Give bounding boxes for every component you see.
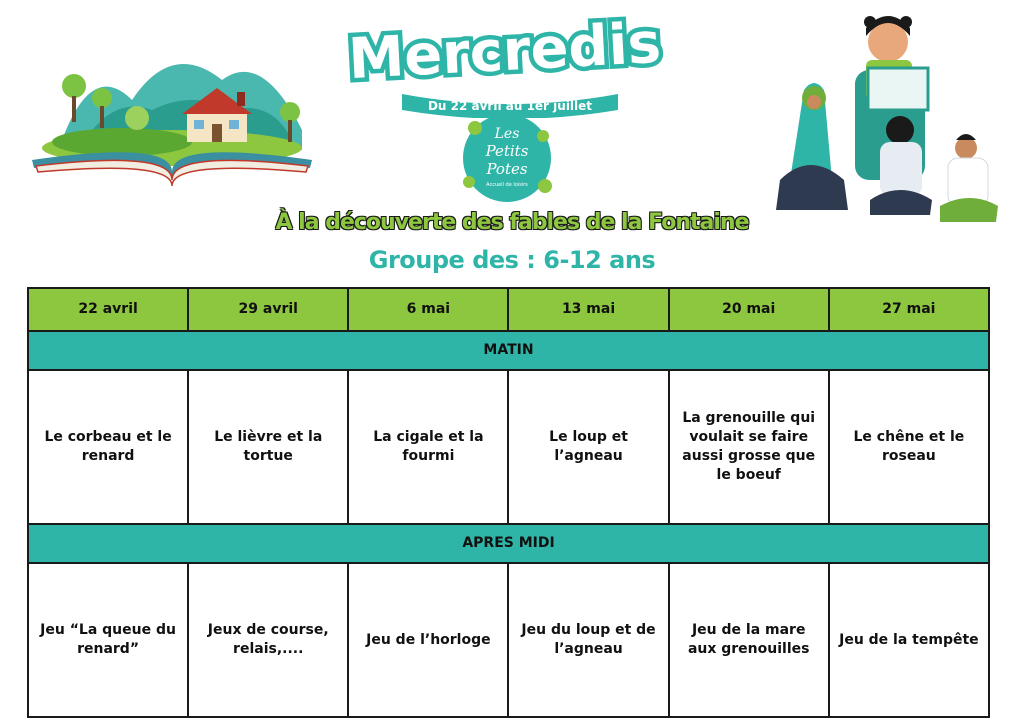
morning-activities-row <box>28 370 989 524</box>
activity-cell: Jeu de l’horloge <box>348 563 508 717</box>
morning-section-row <box>28 331 989 370</box>
activity-cell: Jeu du loup et de l’agneau <box>508 563 668 717</box>
activity-cell: Le loup et l’agneau <box>508 370 668 524</box>
schedule-table <box>27 287 990 718</box>
title-text: Mercredis <box>346 10 663 93</box>
date-cell: 13 mai <box>508 288 668 331</box>
svg-text:Petits: Petits <box>485 142 529 160</box>
date-cell: 29 avril <box>188 288 348 331</box>
activity-cell: Jeu de la mare aux grenouilles <box>669 563 829 717</box>
theme-heading: À la découverte des fables de la Fontaine <box>275 210 749 235</box>
afternoon-section-row <box>28 524 989 563</box>
activity-cell: La grenouille qui voulait se faire aussi grosse que le boeuf <box>669 370 829 524</box>
teacher-reading-illustration <box>770 10 1002 225</box>
activity-cell: Le lièvre et la tortue <box>188 370 348 524</box>
activity-cell: La cigale et la fourmi <box>348 370 508 524</box>
dates-text: Du 22 avril au 1er juillet <box>427 99 593 113</box>
activity-cell: Jeu “La queue du renard” <box>28 563 188 717</box>
les-petits-potes-logo <box>455 108 560 208</box>
afternoon-label: APRES MIDI <box>28 524 989 563</box>
date-header-row <box>28 288 989 331</box>
svg-text:Potes: Potes <box>486 160 528 178</box>
group-heading: Groupe des : 6-12 ans <box>368 246 656 274</box>
afternoon-activities-row <box>28 563 989 717</box>
activity-cell: Le corbeau et le renard <box>28 370 188 524</box>
date-cell: 20 mai <box>669 288 829 331</box>
svg-text:Les: Les <box>494 126 520 142</box>
activity-cell: Le chêne et le roseau <box>829 370 989 524</box>
date-cell: 6 mai <box>348 288 508 331</box>
activity-cell: Jeu de la tempête <box>829 563 989 717</box>
activity-cell: Jeux de course, relais,.... <box>188 563 348 717</box>
svg-text:Accueil de loisirs: Accueil de loisirs <box>486 182 528 188</box>
page-title <box>340 8 670 98</box>
date-cell: 27 mai <box>829 288 989 331</box>
open-book-landscape-illustration <box>22 40 322 190</box>
morning-label: MATIN <box>28 331 989 370</box>
date-cell: 22 avril <box>28 288 188 331</box>
